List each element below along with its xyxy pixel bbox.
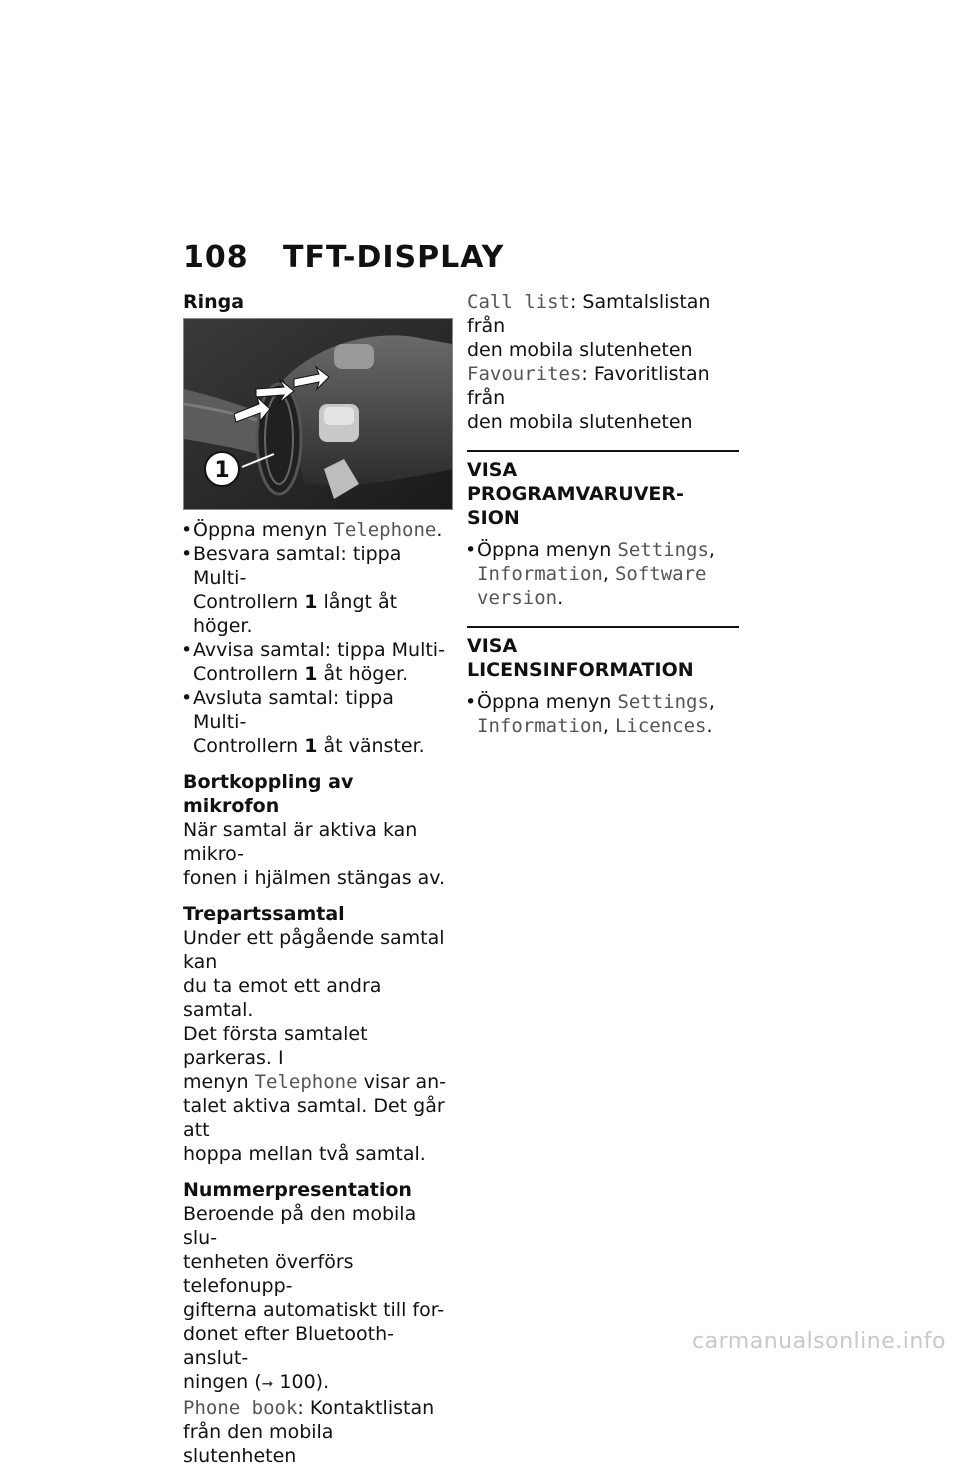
bullet-open-telephone: • Öppna menyn Telephone.	[183, 518, 451, 542]
callout-1: 1	[214, 458, 230, 483]
menu-phone-book: Phone book	[183, 1397, 298, 1419]
handlebar-illustration	[184, 319, 452, 509]
heading-three-party: Trepartssamtal	[183, 903, 345, 925]
heading-ringa: Ringa	[183, 291, 245, 313]
bullet-open-settings-licence: • Öppna menyn Settings, Information, Licences.	[467, 690, 739, 738]
section-divider-software	[467, 450, 739, 452]
heading-number-presentation: Nummerpresentation	[183, 1179, 412, 1201]
section-mute: Bortkoppling av mikrofon När samtal är aktiva kan mikro- fonen i hjälmen stängas av.	[183, 770, 451, 890]
page-reference-icon: ➞	[261, 1376, 274, 1392]
bullet-open-settings-software: • Öppna menyn Settings, Information, Software version.	[467, 538, 739, 610]
handlebar-controller-photo	[183, 318, 453, 510]
menu-telephone-inline: Telephone	[254, 1071, 358, 1093]
bullet-reject-call: • Avvisa samtal: tippa Multi- Controllern 1 åt höger.	[183, 638, 451, 686]
menu-telephone: Telephone	[333, 519, 437, 541]
left-column	[183, 290, 451, 1468]
bullet-answer-call: • Besvara samtal: tippa Multi- Controllern 1 långt åt höger.	[183, 542, 451, 638]
heading-software-version: VISA PROGRAMVARUVER- SION	[467, 459, 684, 529]
heading-licence-info: VISA LICENSINFORMATION	[467, 635, 694, 681]
software-bullet-list	[467, 538, 739, 610]
bullet-end-call: • Avsluta samtal: tippa Multi- Controllern 1 åt vänster.	[183, 686, 451, 758]
menu-call-list: Call list	[467, 291, 570, 313]
ringa-bullet-list	[183, 518, 451, 758]
section-number-presentation: Nummerpresentation Beroende på den mobila slu- tenheten överförs telefonupp- gifterna automatiskt till for- donet efter Bluetooth-anslut- ningen (➞ 100). Phone book: Kontaktlistan från den mobila slutenheten	[183, 1178, 451, 1468]
heading-mute: Bortkoppling av mikrofon	[183, 771, 354, 817]
page-reference-link[interactable]: 100).	[279, 1371, 330, 1393]
section-divider-licence	[467, 626, 739, 628]
section-three-party: Trepartssamtal Under ett pågående samtal kan du ta emot ett andra samtal. Det första samtalet parkeras. I menyn Telephone visar an- talet aktiva samtal. Det går att hoppa mellan två samtal.	[183, 902, 451, 1166]
page-title: TFT-DISPLAY	[283, 240, 505, 275]
page-header	[183, 240, 504, 275]
right-column: Call list: Samtalslistan från den mobila slutenheten Favourites: Favoritlistan från den mobila slutenheten VISA PROGRAMVARUVER- SION • Öppna menyn Settings, Information, Software version. VISA LICENSINFORMATION • Öppna menyn Settings, Information, Licences.	[467, 290, 739, 738]
page-number: 108	[183, 240, 249, 275]
menu-favourites: Favourites	[467, 363, 582, 385]
licence-bullet-list	[467, 690, 739, 738]
watermark-text: carmanualsonline.info	[692, 1329, 946, 1354]
